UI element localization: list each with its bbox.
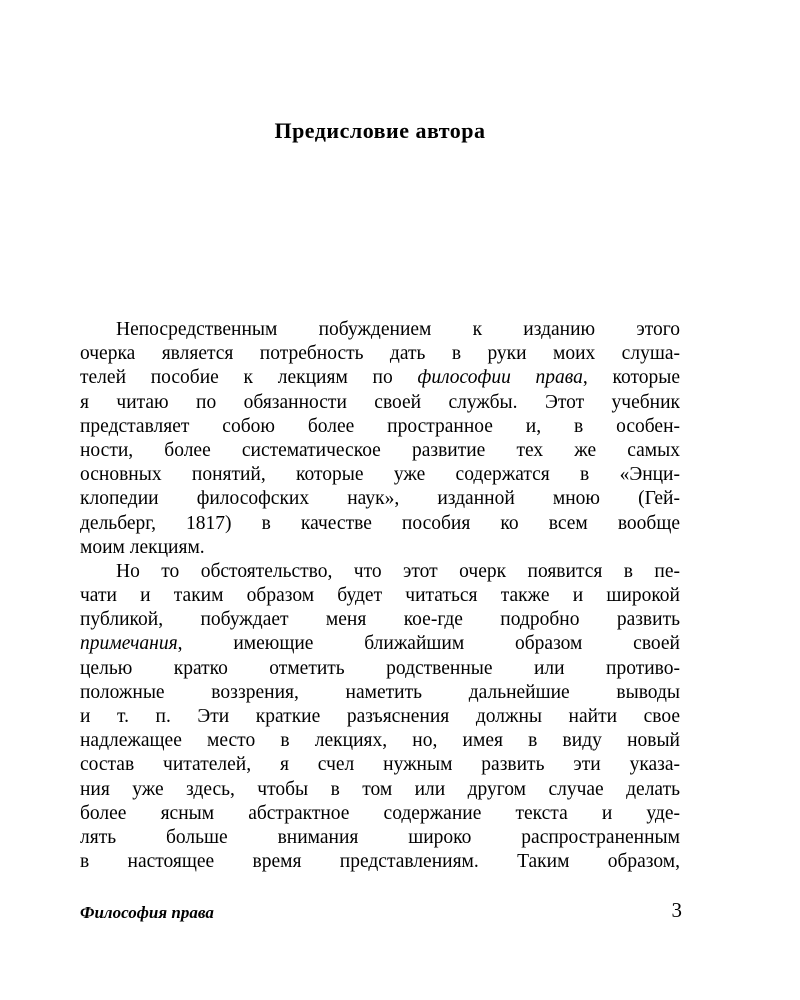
text-line: Непосредственным побуждением к изданию этого	[116, 319, 680, 340]
text-line: я читаю по обязанности своей службы. Этот учебник	[80, 391, 680, 413]
text-line: клопедии философских наук», изданной мною (Гей-	[80, 488, 680, 510]
text-line: очерка является потребность дать в руки моих слуша-	[80, 343, 680, 365]
text-line: моим лекциям.	[80, 536, 205, 558]
text-segment: , которые	[582, 367, 680, 389]
text-line: чати и таким образом будет читаться также и широкой	[80, 585, 680, 607]
page-number: 3	[671, 898, 682, 922]
text-line: более ясным абстрактное содержание текста и уде-	[80, 802, 680, 824]
text-line: представляет собою более пространное и, в особен-	[80, 415, 680, 437]
text-line	[80, 366, 680, 390]
text-line: состав читателей, я счел нужным развить эти указа-	[80, 754, 680, 776]
text-segment: телей пособие к лекциям по	[80, 367, 418, 389]
italic-term: примечания	[80, 633, 178, 655]
text-line: Но то обстоятельство, что этот очерк появится в пе-	[116, 560, 680, 582]
text-line: целью кратко отметить родственные или противо-	[80, 657, 680, 679]
text-line: ния уже здесь, чтобы в том или другом случае делать	[80, 778, 680, 800]
text-line: дельберг, 1817) в качестве пособия ко всем вообще	[80, 512, 680, 534]
text-segment: , имеющие ближайшим образом своей	[177, 633, 680, 655]
text-line: публикой, побуждает меня кое-где подробно развить	[80, 609, 680, 631]
page-title: Предисловие автора	[274, 118, 486, 143]
italic-term: философии права	[417, 367, 583, 389]
text-line: положные воззрения, наметить дальнейшие выводы	[80, 681, 680, 703]
text-line: в настоящее время представлениям. Таким образом,	[80, 851, 680, 873]
body-text	[80, 318, 680, 874]
text-line: надлежащее место в лекциях, но, имея в виду новый	[80, 730, 680, 752]
text-line: и т. п. Эти краткие разъяснения должны найти свое	[80, 706, 680, 727]
running-footer-title: Философия права	[80, 903, 214, 922]
text-line: лять больше внимания широко распространенным	[80, 826, 680, 848]
text-line: основных понятий, которые уже содержатся в «Энци-	[80, 464, 680, 486]
text-line	[80, 632, 680, 656]
text-line: ности, более систематическое развитие тех же самых	[80, 439, 680, 461]
